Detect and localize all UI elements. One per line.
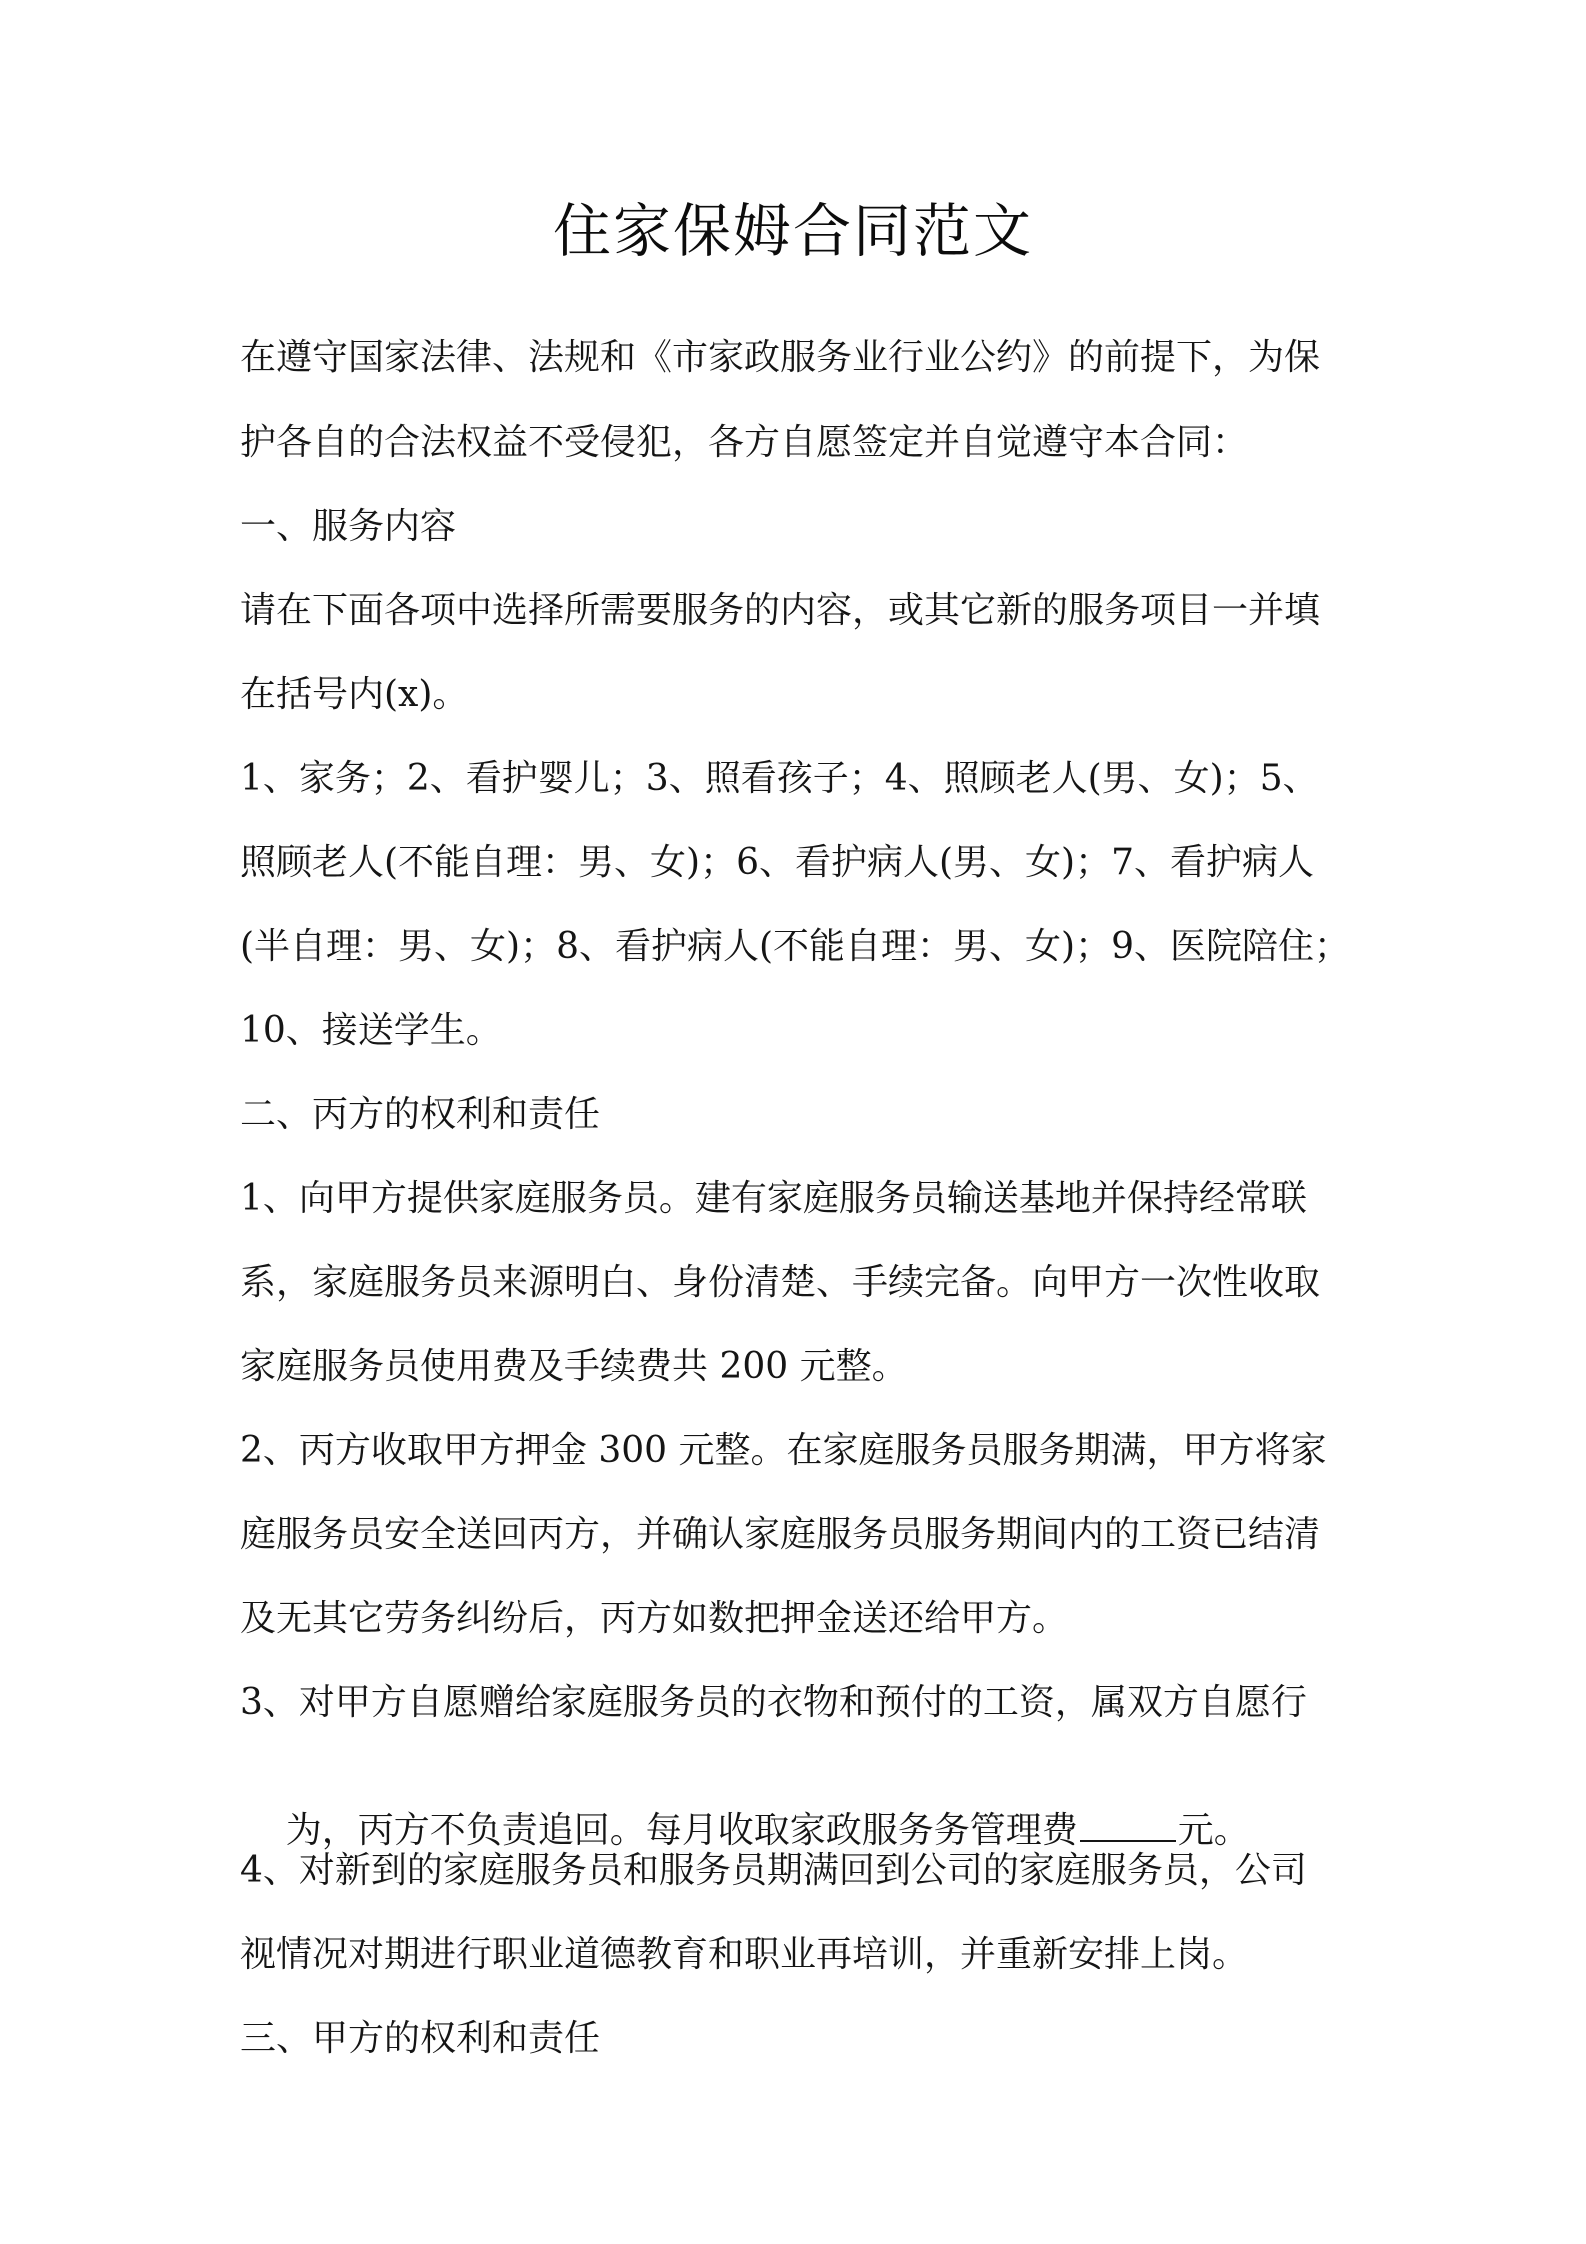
paragraph-line: (半自理：男、女)；8、看护病人(不能自理：男、女)；9、医院陪住； (240, 926, 1350, 967)
paragraph-line: 1、家务；2、看护婴儿；3、照看孩子；4、照顾老人(男、女)；5、 (240, 758, 1319, 799)
paragraph-text: 为，丙方不负责追回。每月收取家政服务务管理费 (285, 1810, 1078, 1851)
paragraph-line: 在遵守国家法律、法规和《市家政服务业行业公约》的前提下，为保 (240, 337, 1321, 378)
paragraph-line: 请在下面各项中选择所需要服务的内容，或其它新的服务项目一并填 (240, 590, 1321, 631)
paragraph-line: 系，家庭服务员来源明白、身份清楚、手续完备。向甲方一次性收取 (240, 1262, 1321, 1303)
paragraph-line: 10、接送学生。 (240, 1010, 502, 1051)
paragraph-text: 元。 (1177, 1810, 1250, 1851)
paragraph-line: 庭服务员安全送回丙方，并确认家庭服务员服务期间内的工资已结清 (240, 1514, 1321, 1555)
paragraph-line: 4、对新到的家庭服务员和服务员期满回到公司的家庭服务员，公司 (240, 1850, 1307, 1891)
section-heading: 二、丙方的权利和责任 (240, 1094, 601, 1135)
paragraph-line: 3、对甲方自愿赠给家庭服务员的衣物和预付的工资，属双方自愿行 (240, 1682, 1307, 1723)
section-heading: 一、服务内容 (240, 506, 457, 547)
paragraph-line: 家庭服务员使用费及手续费共 200 元整。 (240, 1346, 908, 1387)
section-heading: 三、甲方的权利和责任 (240, 2018, 601, 2059)
paragraph-line: 视情况对期进行职业道德教育和职业再培训，并重新安排上岗。 (240, 1934, 1249, 1975)
fill-in-blank (1080, 1839, 1176, 1842)
paragraph-line: 1、向甲方提供家庭服务员。建有家庭服务员输送基地并保持经常联 (240, 1178, 1307, 1219)
paragraph-line: 及无其它劳务纠纷后，丙方如数把押金送还给甲方。 (240, 1598, 1069, 1639)
document-title: 住家保姆合同范文 (552, 197, 1033, 265)
paragraph-line: 2、丙方收取甲方押金 300 元整。在家庭服务员服务期满，甲方将家 (240, 1430, 1327, 1471)
paragraph-line: 照顾老人(不能自理：男、女)；6、看护病人(男、女)；7、看护病人 (240, 842, 1314, 883)
paragraph-line: 护各自的合法权益不受侵犯，各方自愿签定并自觉遵守本合同： (240, 422, 1249, 463)
paragraph-line: 在括号内(x)。 (240, 674, 469, 715)
